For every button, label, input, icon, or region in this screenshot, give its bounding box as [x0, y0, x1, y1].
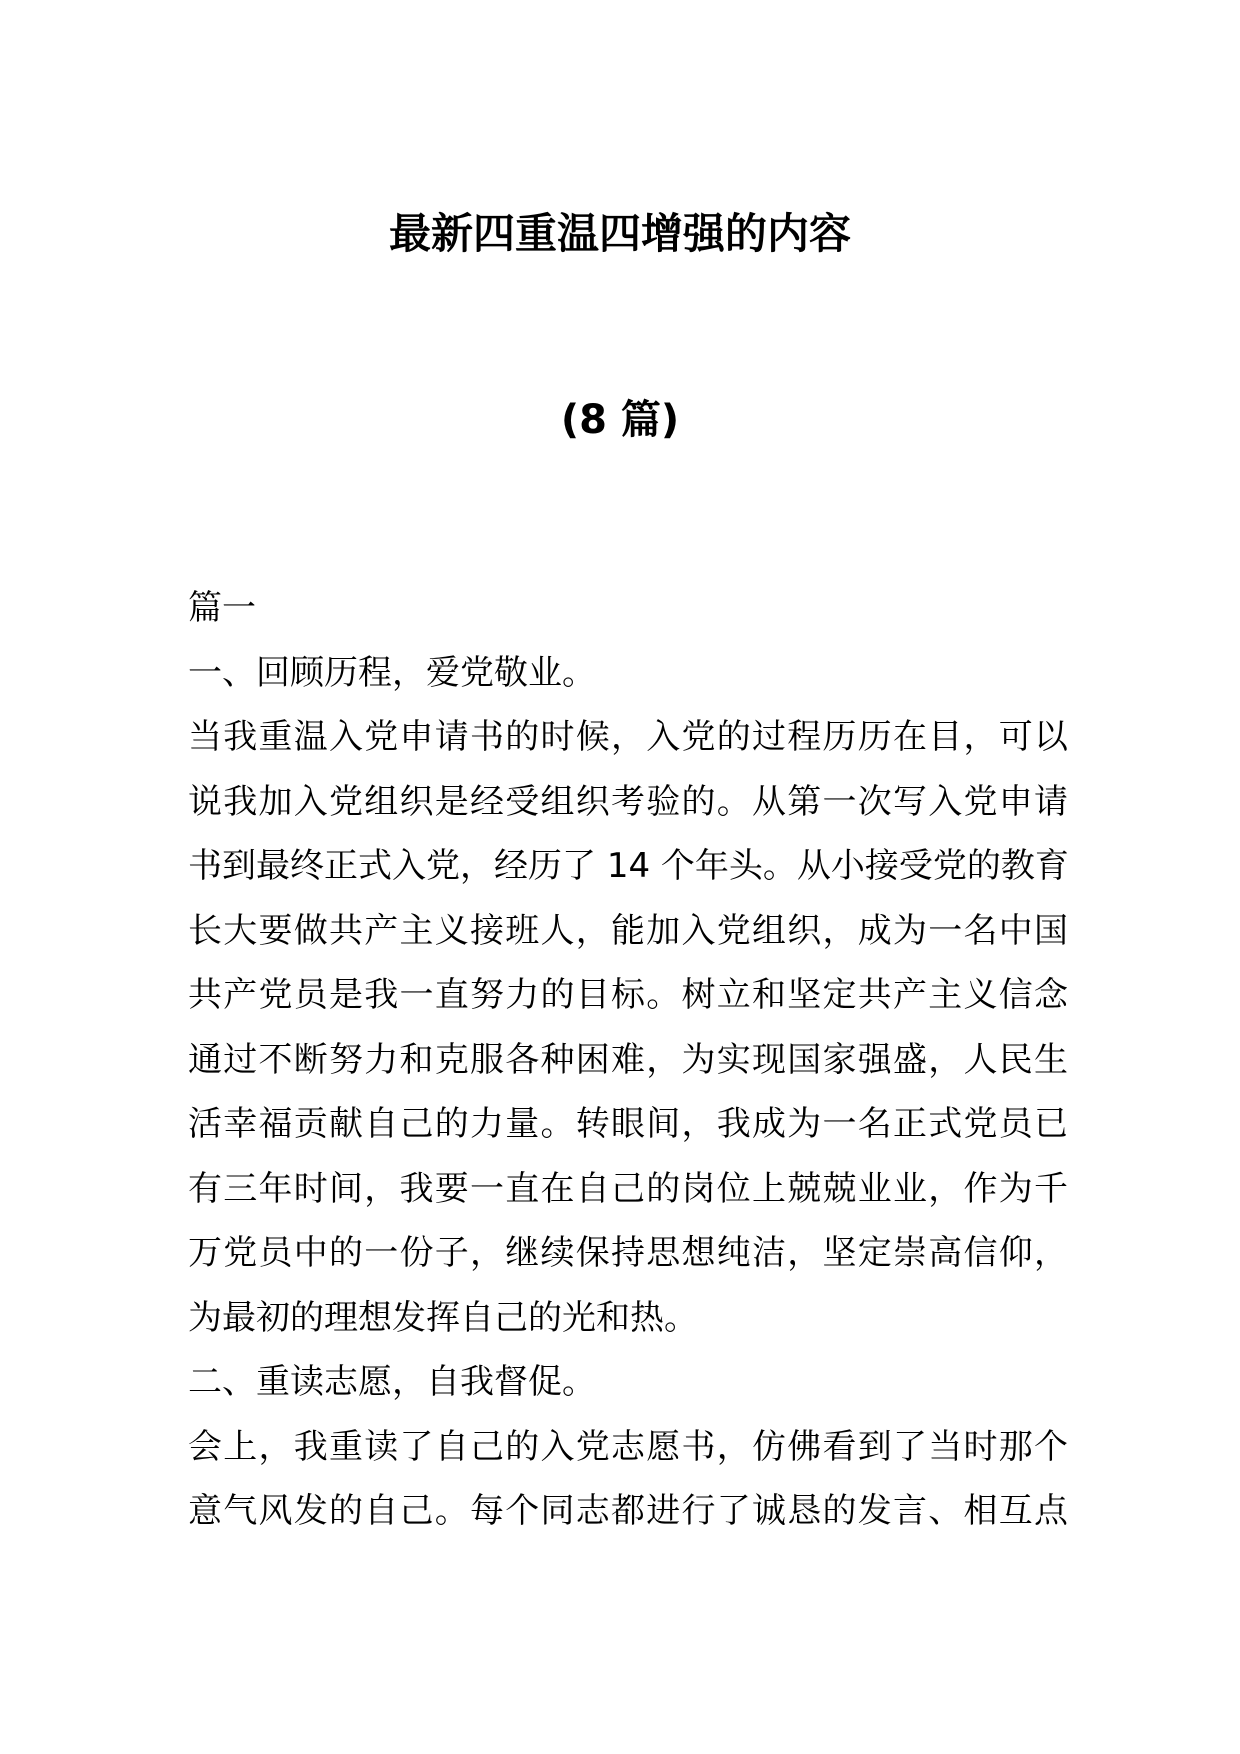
paragraph-line: 会 上 ， 我 重 读 了 自 己 的 入 党 志 愿 书 ， 仿 佛 看 到 了 当 时 那 个: [188, 1426, 1068, 1467]
paragraph-line: 意 气 风 发 的 自 己 。 每 个 同 志 都 进 行 了 诚 恳 的 发 言 、 相 互 点: [188, 1491, 1068, 1531]
paragraph-line: 说 我 加 入 党 组 织 是 经 受 组 织 考 验 的 。 从 第 一 次 写 入 党 申 请: [188, 781, 1068, 822]
document-body: [188, 576, 1068, 1544]
paragraph-line: 篇一: [188, 588, 256, 628]
paragraph-line: 二、重读志愿，自我督促。: [188, 1362, 596, 1402]
paragraph-line: 万 党 员 中 的 一 份 子 ， 继 续 保 持 思 想 纯 洁 ， 坚 定 崇 高 信 仰 ，: [188, 1233, 1068, 1273]
paragraph-line: 活 幸 福 贡 献 自 己 的 力 量 。 转 眼 间 ， 我 成 为 一 名 正 式 党 员 已: [188, 1104, 1068, 1144]
paragraph-line: 一、回顾历程，爱党敬业。: [188, 652, 596, 693]
paragraph-line: 共 产 党 员 是 我 一 直 努 力 的 目 标 。 树 立 和 坚 定 共 产 主 义 信 念: [188, 975, 1068, 1015]
paragraph-line: 书 到 最 终 正 式 入 党 ， 经 历 了 14 个 年 头 。 从 小 接 受 党 的 教 育: [188, 846, 1069, 886]
document-subtitle: (8 篇): [560, 397, 680, 443]
document-title: 最新四重温四增强的内容: [388, 209, 851, 258]
paragraph-line: 当 我 重 温 入 党 申 请 书 的 时 候 ， 入 党 的 过 程 历 历 在 目 ， 可 以: [188, 717, 1068, 757]
paragraph-line: 为最初的理想发挥自己的光和热。: [188, 1297, 698, 1338]
paragraph-line: 通 过 不 断 努 力 和 克 服 各 种 困 难 ， 为 实 现 国 家 强 盛 ， 人 民 生: [188, 1039, 1068, 1080]
paragraph-line: 长 大 要 做 共 产 主 义 接 班 人 ， 能 加 入 党 组 织 ， 成 为 一 名 中 国: [188, 910, 1068, 951]
paragraph-line: 有 三 年 时 间 ， 我 要 一 直 在 自 己 的 岗 位 上 兢 兢 业 业 ， 作 为 千: [188, 1168, 1068, 1209]
